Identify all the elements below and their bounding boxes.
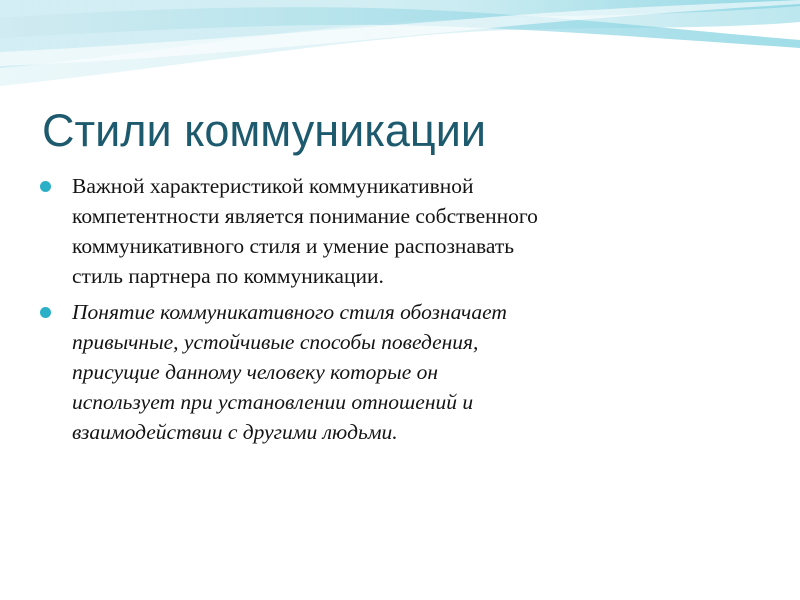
wave-header-decoration: [0, 0, 800, 90]
bullet-dot-icon: [40, 181, 51, 192]
bullet-item: [40, 171, 780, 291]
bullet-text: [72, 171, 780, 291]
bullet-text: [72, 297, 780, 447]
bullet-line: Понятие коммуникативного стиля обозначает: [72, 300, 507, 324]
bullet-line: стиль партнера по коммуникации.: [72, 264, 384, 288]
bullet-line: присущие данному человеку которые он: [72, 360, 439, 384]
bullet-line: Важной характеристикой коммуникативной: [72, 174, 474, 198]
bullet-line: взаимодействии с другими людьми.: [72, 420, 398, 444]
bullet-dot-icon: [40, 307, 51, 318]
bullet-list: [40, 171, 780, 453]
slide-title: Стили коммуникации: [42, 105, 486, 156]
bullet-item: [40, 297, 780, 447]
bullet-line: компетентности является понимание собственного: [72, 204, 538, 228]
bullet-line: коммуникативного стиля и умение распознавать: [72, 234, 515, 258]
bullet-line: использует при установлении отношений и: [72, 390, 474, 414]
bullet-line: привычные, устойчивые способы поведения,: [72, 330, 479, 354]
